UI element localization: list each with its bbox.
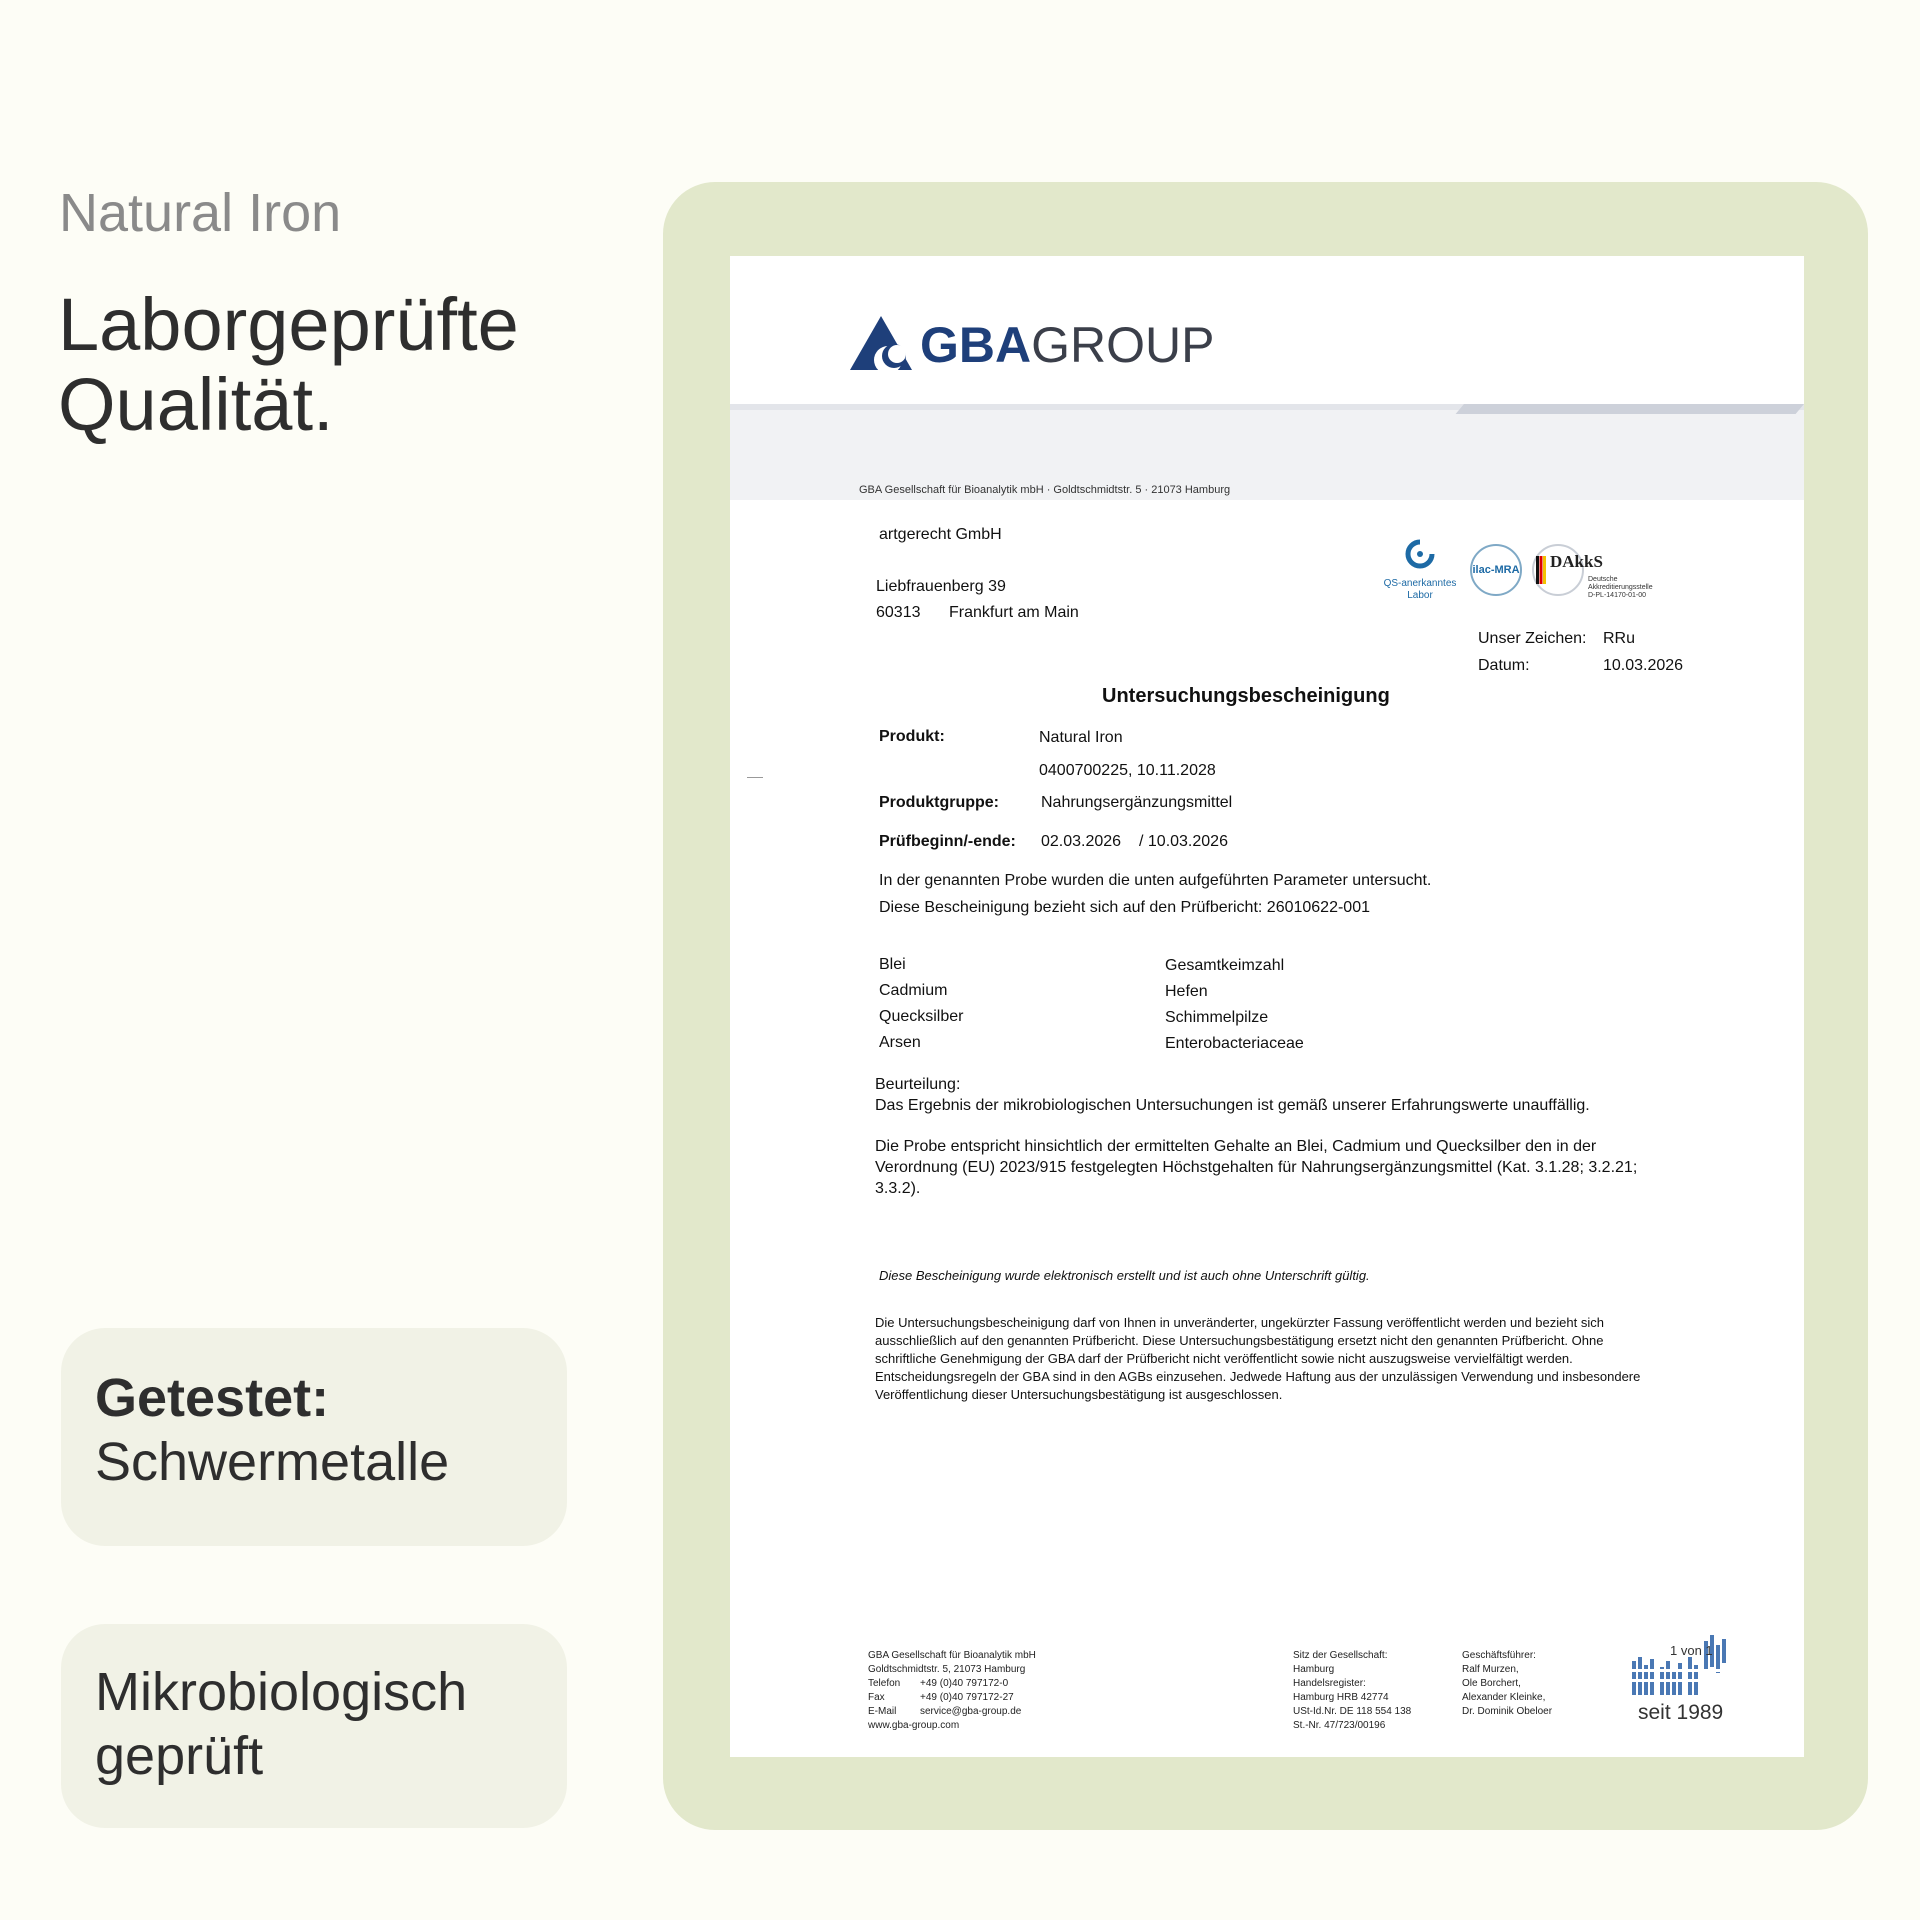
- seit-1989-seal: [1630, 1631, 1750, 1731]
- produkt-batch: 0400700225, 10.11.2028: [1039, 762, 1216, 779]
- footer-web: www.gba-group.com: [868, 1720, 960, 1731]
- pill-micro-line-2: geprüft: [95, 1726, 264, 1786]
- footer-registry: [1293, 1649, 1411, 1733]
- footer-company-name: GBA Gesellschaft für Bioanalytik mbH: [868, 1650, 1036, 1661]
- intro-line-2: Diese Bescheinigung bezieht sich auf den Prüfbericht: 26010622-001: [879, 899, 1370, 916]
- footer-gf-4: Alexander Kleinke,: [1462, 1692, 1546, 1703]
- footer-address: Goldtschmidtstr. 5, 21073 Hamburg: [868, 1664, 1026, 1675]
- gba-group-logo: [848, 308, 1248, 378]
- qs-logo: [1380, 538, 1460, 602]
- disclaimer-line-4: Entscheidungsregeln der GBA sind in den AGBs einzusehen. Jedwede Haftung aus der unzulässigen Verwendung und insbesondere: [875, 1369, 1641, 1384]
- disclaimer-line-1: Die Untersuchungsbescheinigung darf von Ihnen in unveränderter, ungekürzter Fassung veröffentlicht werden und bezieht sich: [875, 1315, 1604, 1330]
- parameter-right-3: Schimmelpilze: [1165, 1009, 1269, 1026]
- footer-fax-label: Fax: [868, 1692, 885, 1703]
- disclaimer-line-5: Veröffentlichung dieser Untersuchungsbestätigung ist ausgeschlossen.: [875, 1387, 1283, 1402]
- footer-company: [868, 1649, 1036, 1733]
- parameter-right-2: Hefen: [1165, 983, 1208, 1000]
- dakks-subtitle: [1588, 576, 1653, 600]
- compliance-line-3: 3.3.2).: [875, 1180, 921, 1197]
- compliance-line-1: Die Probe entspricht hinsichtlich der ermittelten Gehalte an Blei, Cadmium und Quecksilber den in der: [875, 1138, 1597, 1155]
- parameter-left-2: Cadmium: [879, 982, 948, 999]
- accreditation-logos: [1380, 538, 1700, 616]
- footer-mail-label: E-Mail: [868, 1706, 897, 1717]
- sender-line: GBA Gesellschaft für Bioanalytik mbH · Goldtschmidtstr. 5 · 21073 Hamburg: [859, 484, 1231, 496]
- zeichen-value: RRu: [1603, 630, 1636, 647]
- ilac-text: ilac-MRA: [1472, 564, 1520, 576]
- assessment-label: Beurteilung:: [875, 1076, 961, 1093]
- parameter-left-1: Blei: [879, 956, 906, 973]
- parameter-right-4: Enterobacteriaceae: [1165, 1035, 1304, 1052]
- footer-sitz-3: Handelsregister:: [1293, 1678, 1366, 1689]
- parameter-left-4: Arsen: [879, 1034, 921, 1051]
- pill-tested-label: Getestet:: [95, 1368, 330, 1428]
- dakks-sub-2: Akkreditierungsstelle: [1588, 584, 1653, 591]
- header-band-accent: [1456, 404, 1804, 414]
- seal-year: seit 1989: [1638, 1701, 1724, 1724]
- disclaimer: [875, 1314, 1640, 1404]
- microbiology-pill: [61, 1624, 567, 1828]
- footer-tel-value: +49 (0)40 797172-0: [920, 1678, 1009, 1689]
- footer-tel-label: Telefon: [868, 1678, 901, 1689]
- headline-line-1: Laborgeprüfte: [58, 283, 519, 366]
- recipient-street: Liebfrauenberg 39: [876, 578, 1006, 595]
- pruefende-value: / 10.03.2026: [1139, 833, 1228, 850]
- disclaimer-line-2: ausschließlich auf den genannten Prüfbericht. Diese Untersuchungsbestätigung ersetzt nicht den genannten Prüfbericht. Ohne: [875, 1333, 1604, 1348]
- produkt-label: Produkt:: [879, 728, 945, 745]
- intro-line-1: In der genannten Probe wurden die unten aufgeführten Parameter untersucht.: [879, 872, 1432, 889]
- disclaimer-line-3: schriftliche Genehmigung der GBA darf der Prüfbericht nicht veröffentlicht sowie nicht auszugsweise vervielfältigt werden.: [875, 1351, 1573, 1366]
- headline: [58, 285, 519, 445]
- page-indicator: 1 von 1: [1670, 1643, 1713, 1658]
- compliance-line-2: Verordnung (EU) 2023/915 festgelegten Höchstgehalten für Nahrungsergänzungsmittel (Kat. 3.1.28; 3.2.21;: [875, 1159, 1638, 1176]
- pill-tested-value: Schwermetalle: [95, 1432, 450, 1492]
- dakks-sub-3: D-PL-14170-01-00: [1588, 592, 1646, 599]
- produkt-value: Natural Iron: [1039, 729, 1123, 746]
- electronic-note: Diese Bescheinigung wurde elektronisch erstellt und ist auch ohne Unterschrift gültig.: [879, 1268, 1370, 1283]
- footer-sitz-2: Hamburg: [1293, 1664, 1335, 1675]
- footer-gf-1: Geschäftsführer:: [1462, 1650, 1536, 1661]
- dakks-text: DAkkS: [1550, 552, 1603, 571]
- tested-heavy-metals-pill: [61, 1328, 567, 1546]
- footer-gf-3: Ole Borchert,: [1462, 1678, 1521, 1689]
- parameter-left-3: Quecksilber: [879, 1008, 964, 1025]
- produktgruppe-label: Produktgruppe:: [879, 794, 999, 811]
- footer-gf-2: Ralf Murzen,: [1462, 1664, 1519, 1675]
- qs-mark-icon: [1404, 538, 1436, 570]
- footer-fax-value: +49 (0)40 797172-27: [920, 1692, 1014, 1703]
- datum-value: 10.03.2026: [1603, 657, 1684, 674]
- gba-triangle-icon: [848, 314, 914, 374]
- ilac-logo: [1470, 544, 1522, 596]
- german-flag-icon: [1536, 556, 1546, 584]
- datum-label: Datum:: [1478, 657, 1530, 674]
- produktgruppe-value: Nahrungsergänzungsmittel: [1041, 794, 1233, 811]
- logo-gba-text: GBA: [920, 317, 1032, 373]
- footer-management: [1462, 1649, 1552, 1719]
- pill-micro-line-1: Mikrobiologisch: [95, 1662, 468, 1722]
- qs-line-1: QS-anerkanntes: [1383, 578, 1457, 589]
- footer-mail-value: service@gba-group.de: [920, 1706, 1022, 1717]
- pruefbeginn-value: 02.03.2026: [1041, 833, 1122, 850]
- footer-sitz-1: Sitz der Gesellschaft:: [1293, 1650, 1388, 1661]
- dakks-sub-1: Deutsche: [1588, 576, 1618, 583]
- margin-mark: [747, 777, 763, 778]
- document-title: Untersuchungsbescheinigung: [1102, 685, 1390, 707]
- recipient-zip: 60313: [876, 604, 921, 621]
- headline-line-2: Qualität.: [58, 363, 334, 446]
- certificate-document: [730, 256, 1804, 1757]
- dotted-seal-icon: [1630, 1631, 1730, 1699]
- footer-sitz-5: USt-Id.Nr. DE 118 554 138: [1293, 1706, 1412, 1717]
- parameter-right-1: Gesamtkeimzahl: [1165, 957, 1285, 974]
- assessment-text: Das Ergebnis der mikrobiologischen Untersuchungen ist gemäß unserer Erfahrungswerte unauffällig.: [875, 1097, 1590, 1114]
- qs-line-2: Labor: [1407, 590, 1433, 601]
- footer-sitz-6: St.-Nr. 47/723/00196: [1293, 1720, 1386, 1731]
- product-eyebrow: Natural Iron: [59, 183, 342, 243]
- dakks-logo: [1532, 542, 1692, 606]
- recipient-name: artgerecht GmbH: [879, 526, 1002, 543]
- footer-gf-5: Dr. Dominik Obeloer: [1462, 1706, 1553, 1717]
- footer-sitz-4: Hamburg HRB 42774: [1293, 1692, 1389, 1703]
- logo-group-text: GROUP: [1031, 317, 1215, 373]
- zeichen-label: Unser Zeichen:: [1478, 630, 1587, 647]
- recipient-city: Frankfurt am Main: [949, 604, 1079, 621]
- pruefzeitraum-label: Prüfbeginn/-ende:: [879, 833, 1016, 850]
